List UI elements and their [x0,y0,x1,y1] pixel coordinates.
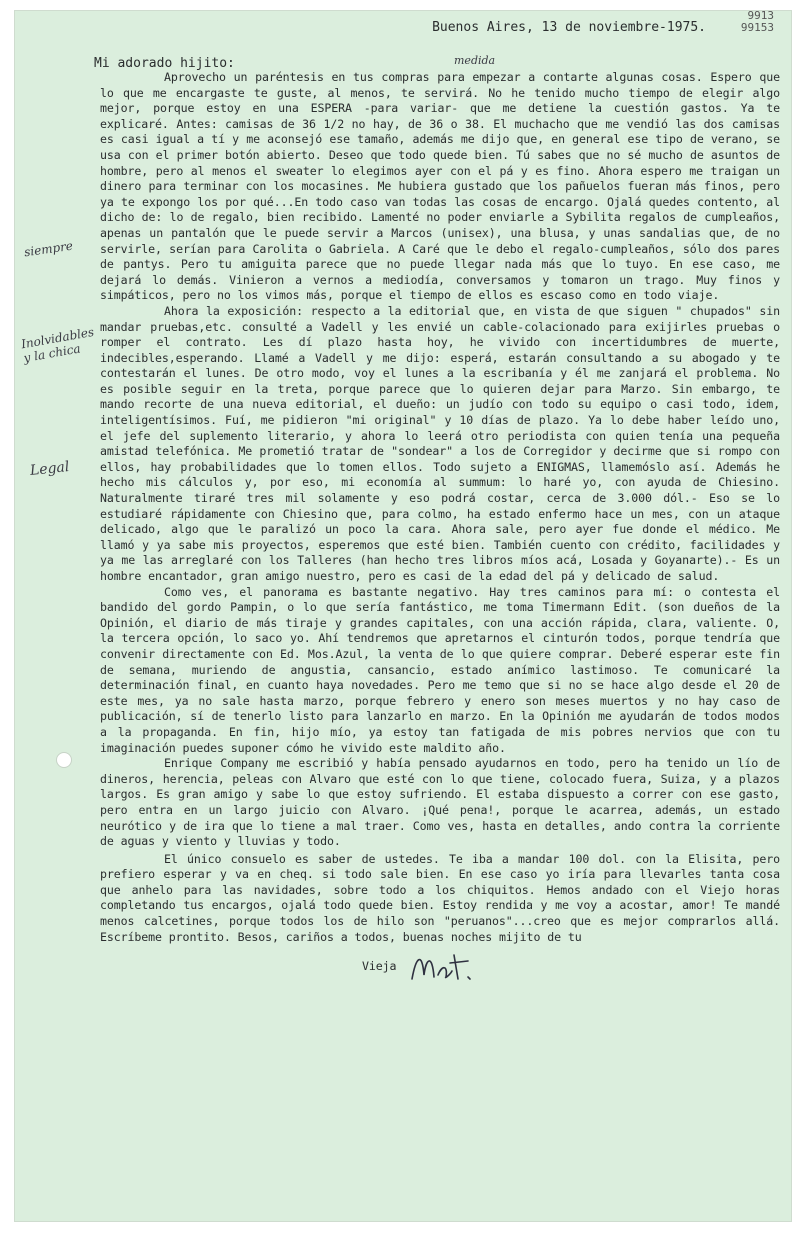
letter-sheet [14,10,792,1222]
paragraph: Como ves, el panorama es bastante negativo. Hay tres caminos para mí: o contesta el bandido del gordo Pampin, o lo que sería fantástico, me toma Timermann Edit. (son dueños de la Opinión, el diario de más tiraje y grandes capitales, con una acción rápida, clara, valiente. O, la tercera opción, lo saco yo. Ahí tendremos que apretarnos el cinturón todos, porque tendría que convenir directamente con Ed. Mos.Azul, la venta de lo que quiere comprar. Deberé esperar este fin de semana, muriendo de angustia, cansancio, estado anímico lastimoso. Te comunicaré la determinación final, en cuanto haya novedades. Pero me temo que si no se hace algo desde el 20 de este mes, ya no sale hasta marzo, porque febrero y enero son meses muertos y no hay caso de publicación, sí de tenerlo listo para lanzarlo en marzo. En la Opinión me ayudarán de todos modos a la propaganda. En fin, hijo mío, ya estoy tan fatigada de mis pobres nervios que con tu imaginación puedes suponer cómo he vivido este maldito año. [100,584,780,755]
margin-note: siempre [23,238,74,260]
paragraph: Ahora la exposición: respecto a la editorial que, en vista de que siguen " chupados" sin mandar pruebas,etc. consulté a Vadell y les envié un cable-colacionado para exijirles pruebas o romper el contrato. Les dí plazo hasta hoy, he vivido con incertidumbres de muerte, indecibles,esperando. Llamé a Vadell y me dijo: esperá, estarán consultando a su abogado y te contestarán el lunes. De otro modo, voy el lunes a la escribanía y él me zanjará el problema. No es posible seguir en la treta, porque parece que lo quieren dejar para Marzo. Sin embargo, te mando recorte de una nueva editorial, el dueño: un judío con todo su equipo o casi todo, idem, inteligentísimos. Fuí, me pidieron "mi original" y 10 días de plazo. Ya lo debe haber leído uno, el jefe del suplemento literario, y ahora lo leerá otro periodista con quien tenía una pequeña amistad telefónica. Me prometió tratar de "sondear" a los de Corregidor y decirme que si rompo con ellos, hay probabilidades que lo tomen ellos. Todo sujeto a ENIGMAS, llamemóslo así. Además he hecho mis cálculos y, por eso, mi economía al summum: lo haré yo, con ayuda de Chiesino. Naturalmente tiraré tres mil solamente y eso podrá costar, cerca de 3.000 dól.- Eso se lo estudiaré rápidamente con Chiesino que, para colmo, ha estado enfermo hace un mes, con un ataque delicado, algo que le paralizó un poco la cara. Ahora sale, pero ayer fue donde el médico. Me llamó y ya sabe mis proyectos, esperemos que esté bien. También cuento con crédito, facilidades y ya me las arreglaré con los Talleres (han hecho tres libros míos acá, Losada y Goyanarte).- Es un hombre encantador, gran amigo nuestro, pero es casi de la edad del pá y delicado de salud. [100,303,780,583]
margin-note: Legal [29,458,71,480]
greeting: Mi adorado hijito: [94,56,235,71]
paragraph: Enrique Company me escribió y había pensado ayudarnos en todo, pero ha tenido un lío de dineros, herencia, peleas con Alvaro que esté con lo que tiene, colocado fuera, Suiza, y a plazos largos. Es gran amigo y sabe lo que estoy sufriendo. El estaba dispuesto a correr con ese gasto, pero entra en un largo juicio con Alvaro. ¡Qué pena!, porque le acarrea, además, un estado neurótico y de ira que lo tiene a mal traer. Como ves, hasta en detalles, ando contra la corriente de aguas y viento y lluvias y todo. [100,756,780,849]
place-date: Buenos Aires, 13 de noviembre-1975. [432,20,706,35]
archive-number: 9913 99153 [740,9,774,34]
interlinear-note: medida [454,54,496,67]
signoff-word: Vieja [362,959,397,974]
letter-body [100,70,780,991]
handwritten-signature [406,945,496,989]
paragraph: Aprovecho un paréntesis en tus compras para empezar a contarte algunas cosas. Espero que lo que me encargaste te guste, al menos, te servirá. No he tenido mucho tiempo de elegir algo mejor, porque estoy en una ESPERA -para variar- que me detiene la cuestión gastos. Ya te explicaré. Antes: camisas de 36 1/2 no hay, de 36 o 38. El muchacho que me vendió las dos camisas es casi igual a tí y me aconsejó ese tamaño, además me dijo que, en general ese tipo de verano, se usa con el primer botón abierto. Deseo que todo quede bien. Tú sabes que no sé mucho de asuntos de hombre, pero al menos el sweater lo elegimos ayer con el pá y es fino. Ahora espero me traigan un dinero para terminar con los mocasines. Me hubiera gustado que los pañuelos fueran más finos, pero ya te expongo los por qué...En todo caso van todas las cosas de encargo. Ojalá quedes contento, al dicho de: lo de regalo, bien recibido. Lamenté no poder enviarle a Sybilita regalos de cumpleaños, apenas un pantalón que le puede servir a Marcos (unisex), una blusa, y unas sandalias que, de no servirle, serían para Carolita o Gabriela. A Caré que le debo el regalo-cumpleaños, sólo dos pares de pantys. Pero tu amiguita parece que no puede llegar nada más que lo tuyo. En ese caso, me dejará lo demás. Vinieron a vernos a mediodía, conversamos y tomaron un trago. Muy finos y simpáticos, pero no los vimos más, porque el tiempo de ellos es escaso como en todo viaje. [100,70,780,303]
margin-note: Inolvidables y la chica [20,324,96,366]
paragraph: El único consuelo es saber de ustedes. Te iba a mandar 100 dol. con la Elisita, pero prefiero esperar y va en cheq. si todo sale bien. En ese caso yo iría para llevarles tanta cosa que anhelo para las navidades, sobre todo a los chiquitos. Hemos andado con el Viejo horas completando tus encargos, ojalá todo quede bien. Estoy rendida y me voy a acostar, amor! Te mandé menos calcetines, porque todos los de hilo son "peruanos"...creo que es mejor comprarlos allá. Escríbeme prontito. Besos, cariños a todos, buenas noches mijito de tu [100,851,780,944]
signoff-block [100,951,780,991]
punch-hole [56,752,72,768]
